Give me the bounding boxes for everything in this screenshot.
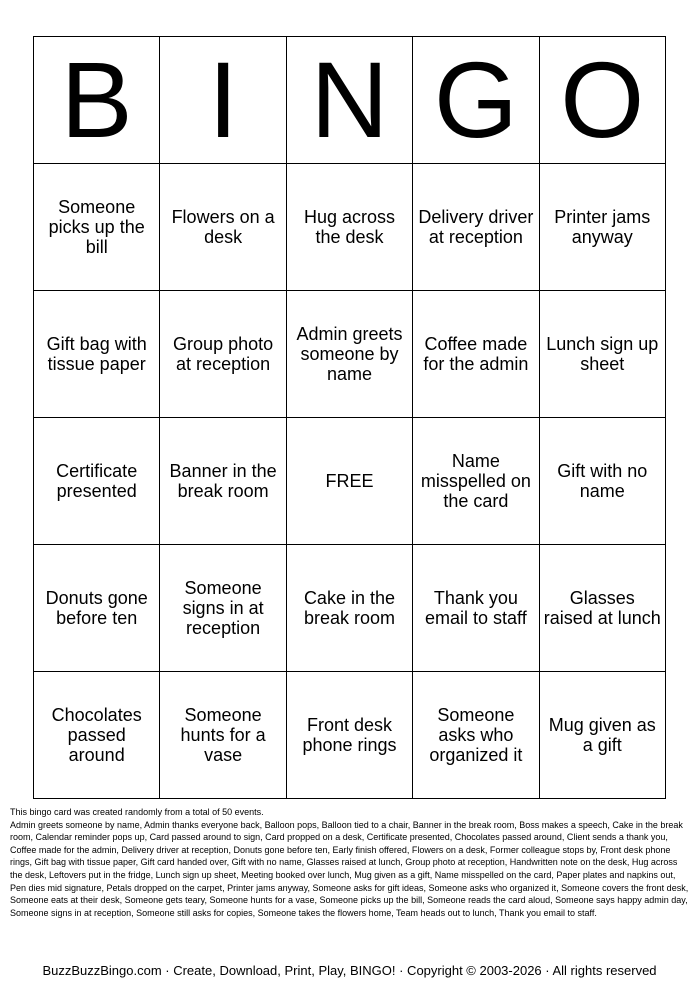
bingo-cell: Hug across the desk bbox=[286, 164, 412, 291]
bingo-cell: Flowers on a desk bbox=[160, 164, 286, 291]
bingo-cell: Front desk phone rings bbox=[286, 672, 412, 799]
bingo-cell: Coffee made for the admin bbox=[413, 291, 539, 418]
header-letter-o: O bbox=[539, 37, 665, 164]
bingo-cell: Chocolates passed around bbox=[34, 672, 160, 799]
event-list-note bbox=[10, 806, 690, 919]
bingo-cell: Someone hunts for a vase bbox=[160, 672, 286, 799]
bingo-cell: Someone asks who organized it bbox=[413, 672, 539, 799]
bingo-cell: Lunch sign up sheet bbox=[539, 291, 665, 418]
bingo-cell: Cake in the break room bbox=[286, 545, 412, 672]
header-letter-g: G bbox=[413, 37, 539, 164]
bingo-row bbox=[34, 418, 666, 545]
bingo-cell: Someone signs in at reception bbox=[160, 545, 286, 672]
bingo-row bbox=[34, 672, 666, 799]
bingo-cell: Group photo at reception bbox=[160, 291, 286, 418]
bingo-cell: Admin greets someone by name bbox=[286, 291, 412, 418]
bingo-cell: Someone picks up the bill bbox=[34, 164, 160, 291]
header-letter-n: N bbox=[286, 37, 412, 164]
bingo-cell: Donuts gone before ten bbox=[34, 545, 160, 672]
bingo-cell: Printer jams anyway bbox=[539, 164, 665, 291]
bingo-card bbox=[33, 36, 666, 799]
bingo-row bbox=[34, 545, 666, 672]
bingo-cell: Certificate presented bbox=[34, 418, 160, 545]
bingo-header-row bbox=[34, 37, 666, 164]
bingo-cell: Gift with no name bbox=[539, 418, 665, 545]
bingo-cell: Name misspelled on the card bbox=[413, 418, 539, 545]
bingo-row bbox=[34, 164, 666, 291]
header-letter-i: I bbox=[160, 37, 286, 164]
free-space-cell: FREE bbox=[286, 418, 412, 545]
event-list-text: Admin greets someone by name, Admin thanks everyone back, Balloon pops, Balloon tied to a chair, Banner in the break room, Boss makes a speech, Cake in the break room, Calendar reminder pops up, Card passed around to sign, Card propped on a desk, Certificate presented, Chocolates passed around, Client sends a thank you, Coffee made for the admin, Delivery driver at reception, Donuts gone before ten, Early finish offered, Flowers on a desk, Former colleague stops by, Front desk phone rings, Gift bag with tissue paper, Gift card handed over, Gift with no name, Glasses raised at lunch, Group photo at reception, Handwritten note on the desk, Hug across the desk, Leftovers put in the fridge, Lunch sign up sheet, Meeting booked over lunch, Mug given as a gift, Name misspelled on the card, Paper plates and napkins out, Pen dies mid signature, Petals dropped on the carpet, Printer jams anyway, Someone asks for gift ideas, Someone asks who organized it, Someone covers the front desk, Someone eats at their desk, Someone gets teary, Someone hunts for a vase, Someone picks up the bill, Someone reads the card aloud, Someone says happy admin day, Someone signs in at reception, Someone still asks for copies, Someone takes the flowers home, Team heads out to lunch, Thank you email to staff. bbox=[10, 819, 689, 918]
event-count-text: This bingo card was created randomly from a total of 50 events. bbox=[10, 807, 264, 817]
bingo-cell: Gift bag with tissue paper bbox=[34, 291, 160, 418]
bingo-cell: Delivery driver at reception bbox=[413, 164, 539, 291]
bingo-row bbox=[34, 291, 666, 418]
bingo-cell: Mug given as a gift bbox=[539, 672, 665, 799]
copyright-footer: BuzzBuzzBingo.com · Create, Download, Print, Play, BINGO! · Copyright © 2003-2026 · All rights reserved bbox=[42, 963, 657, 978]
bingo-cell: Banner in the break room bbox=[160, 418, 286, 545]
header-letter-b: B bbox=[34, 37, 160, 164]
bingo-cell: Thank you email to staff bbox=[413, 545, 539, 672]
bingo-cell: Glasses raised at lunch bbox=[539, 545, 665, 672]
